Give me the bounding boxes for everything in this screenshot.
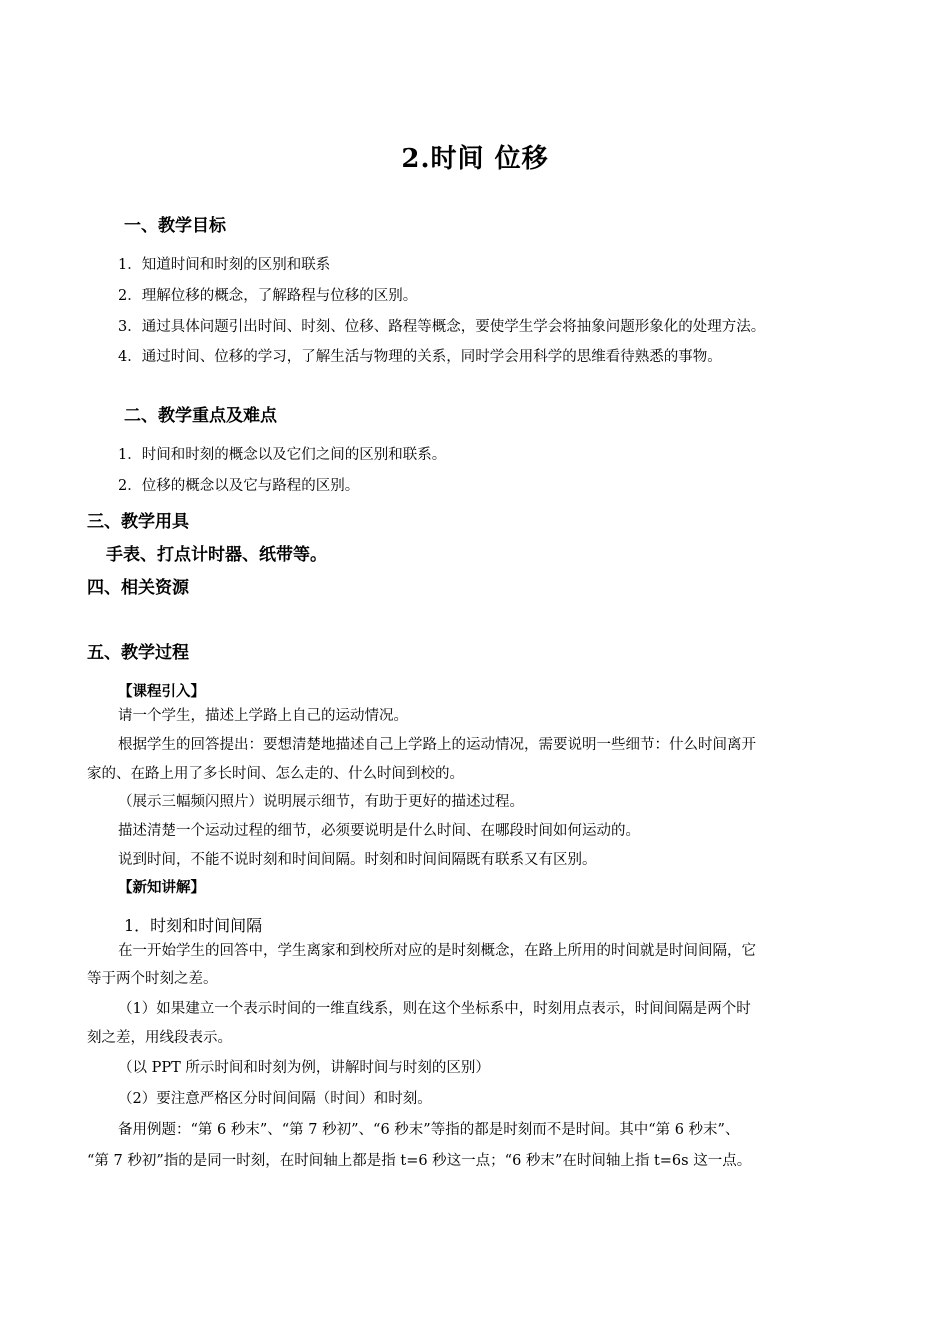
objective-item: 1．知道时间和时刻的区别和联系 — [118, 257, 331, 273]
section-heading-key-points: 二、教学重点及难点 — [124, 406, 277, 426]
intro-line: 根据学生的回答提出：要想清楚地描述自己上学路上的运动情况，需要说明一些细节：什么时间离开 — [118, 737, 756, 753]
body-line: （以 PPT 所示时间和时刻为例，讲解时间与时刻的区别） — [118, 1060, 490, 1076]
intro-line: （展示三幅频闪照片）说明展示细节，有助于更好的描述过程。 — [118, 794, 524, 810]
page-title: 2.时间 位移 — [401, 144, 549, 174]
intro-line: 请一个学生，描述上学路上自己的运动情况。 — [118, 708, 408, 724]
body-line: （1）如果建立一个表示时间的一维直线系，则在这个坐标系中，时刻用点表示，时间间隔是两个时 — [118, 1001, 751, 1017]
intro-line: 描述清楚一个运动过程的细节，必须要说明是什么时间、在哪段时间如何运动的。 — [118, 823, 640, 839]
intro-label: 【课程引入】 — [118, 683, 205, 700]
section-heading-objectives: 一、教学目标 — [124, 216, 226, 236]
body-line: （2）要注意严格区分时间间隔（时间）和时刻。 — [118, 1091, 432, 1107]
body-line: “第 7 秒初”指的是同一时刻，在时间轴上都是指 t=6 秒这一点；“6 秒末”在时间轴上指 t=6s 这一点。 — [87, 1153, 752, 1169]
section-heading-resources: 四、相关资源 — [87, 578, 189, 598]
body-line: 刻之差，用线段表示。 — [87, 1030, 232, 1046]
intro-line: 家的、在路上用了多长时间、怎么走的、什么时间到校的。 — [87, 766, 464, 782]
key-point-item: 2．位移的概念以及它与路程的区别。 — [118, 478, 360, 494]
objective-item: 2．理解位移的概念，了解路程与位移的区别。 — [118, 288, 418, 304]
section-heading-process: 五、教学过程 — [87, 643, 189, 663]
body-line: 在一开始学生的回答中，学生离家和到校所对应的是时刻概念，在路上所用的时间就是时间间隔，它 — [118, 943, 756, 959]
body-line: 等于两个时刻之差。 — [87, 971, 218, 987]
objective-item: 4．通过时间、位移的学习，了解生活与物理的关系，同时学会用科学的思维看待熟悉的事物。 — [118, 349, 722, 365]
section-heading-tools: 三、教学用具 — [87, 512, 189, 532]
tools-content: 手表、打点计时器、纸带等。 — [106, 545, 327, 565]
intro-line: 说到时间，不能不说时刻和时间间隔。时刻和时间间隔既有联系又有区别。 — [118, 852, 597, 868]
new-knowledge-label: 【新知讲解】 — [118, 879, 205, 896]
objective-item: 3．通过具体问题引出时间、时刻、位移、路程等概念，要使学生学会将抽象问题形象化的处理方法。 — [118, 319, 766, 335]
subsection-title: 1．时刻和时间间隔 — [124, 916, 263, 935]
body-line: 备用例题：“第 6 秒末”、“第 7 秒初”、“6 秒末”等指的都是时刻而不是时间。其中“第 6 秒末”、 — [118, 1122, 740, 1138]
key-point-item: 1．时间和时刻的概念以及它们之间的区别和联系。 — [118, 447, 447, 463]
